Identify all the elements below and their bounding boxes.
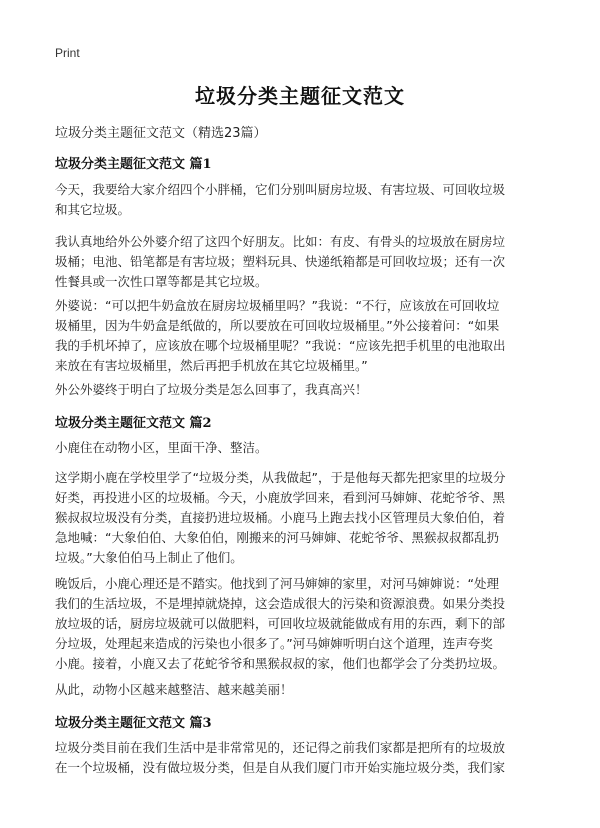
section-heading-2: 垃圾分类主题征文范文 篇2	[55, 416, 212, 431]
paragraph: 这学期小鹿在学校里学了“垃圾分类，从我做起”，于是他每天都先把家里的垃圾分 好类，再投进小区的垃圾桶。今天，小鹿放学回来，看到河马婶婶、花蛇爷爷、黑 猴叔叔垃圾没有分类，直接扔进垃圾桶。小鹿马上跑去找小区管理员大象伯伯，着 急地喊：“大象伯伯、大象伯伯，刚搬来的河马婶婶、花蛇爷爷、黑猴叔叔都乱扔 垃圾。”大象伯伯马上制止了他们。	[55, 470, 506, 565]
document-title: 垃圾分类主题征文范文	[195, 84, 405, 108]
paragraph: 今天，我要给大家介绍四个小胖桶，它们分别叫厨房垃圾、有害垃圾、可回收垃圾 和其它垃圾。	[55, 182, 506, 217]
print-link[interactable]: Print	[55, 46, 80, 60]
paragraph: 外公外婆终于明白了垃圾分类是怎么回事了，我真高兴！	[55, 382, 368, 397]
paragraph: 我认真地给外公外婆介绍了这四个好朋友。比如：有皮、有骨头的垃圾放在厨房垃 圾桶；电池、铅笔都是有害垃圾；塑料玩具、快递纸箱都是可回收垃圾；还有一次 性餐具或一次性口罩等都是其它垃圾。	[55, 234, 506, 289]
section-heading-1: 垃圾分类主题征文范文 篇1	[55, 157, 212, 172]
paragraph: 小鹿住在动物小区，里面干净、整洁。	[55, 440, 268, 455]
paragraph: 外婆说：“可以把牛奶盒放在厨房垃圾桶里吗？”我说：“不行，应该放在可回收垃 圾桶里，因为牛奶盒是纸做的，所以要放在可回收垃圾桶里。”外公接着问：“如果 我的手机坏掉了，应该放在哪个垃圾桶里呢？”我说：“应该先把手机里的电池取出 来放在有害垃圾桶里，然后再把手机放在其它垃圾桶里。”	[55, 298, 506, 373]
paragraph: 从此，动物小区越来越整洁、越来越美丽！	[55, 682, 293, 697]
document-subtitle: 垃圾分类主题征文范文（精选23篇）	[55, 126, 267, 141]
paragraph: 垃圾分类目前在我们生活中是非常常见的，还记得之前我们家都是把所有的垃圾放 在一个垃圾桶，没有做垃圾分类，但是自从我们厦门市开始实施垃圾分类，我们家	[55, 740, 506, 775]
paragraph: 晚饭后，小鹿心理还是不踏实。他找到了河马婶婶的家里，对河马婶婶说：“处理 我们的生活垃圾，不是埋掉就烧掉，这会造成很大的污染和资源浪费。如果分类投 放垃圾的话，厨房垃圾就可以做肥料，可回收垃圾就能做成有用的东西，剩下的部 分垃圾，处理起来造成的污染也小很多了。”河马婶婶听明白这个道理，连声夸奖 小鹿。接着，小鹿又去了花蛇爷爷和黑猴叔叔的家，他们也都学会了分类扔垃圾。	[55, 576, 506, 671]
section-heading-3: 垃圾分类主题征文范文 篇3	[55, 716, 212, 731]
